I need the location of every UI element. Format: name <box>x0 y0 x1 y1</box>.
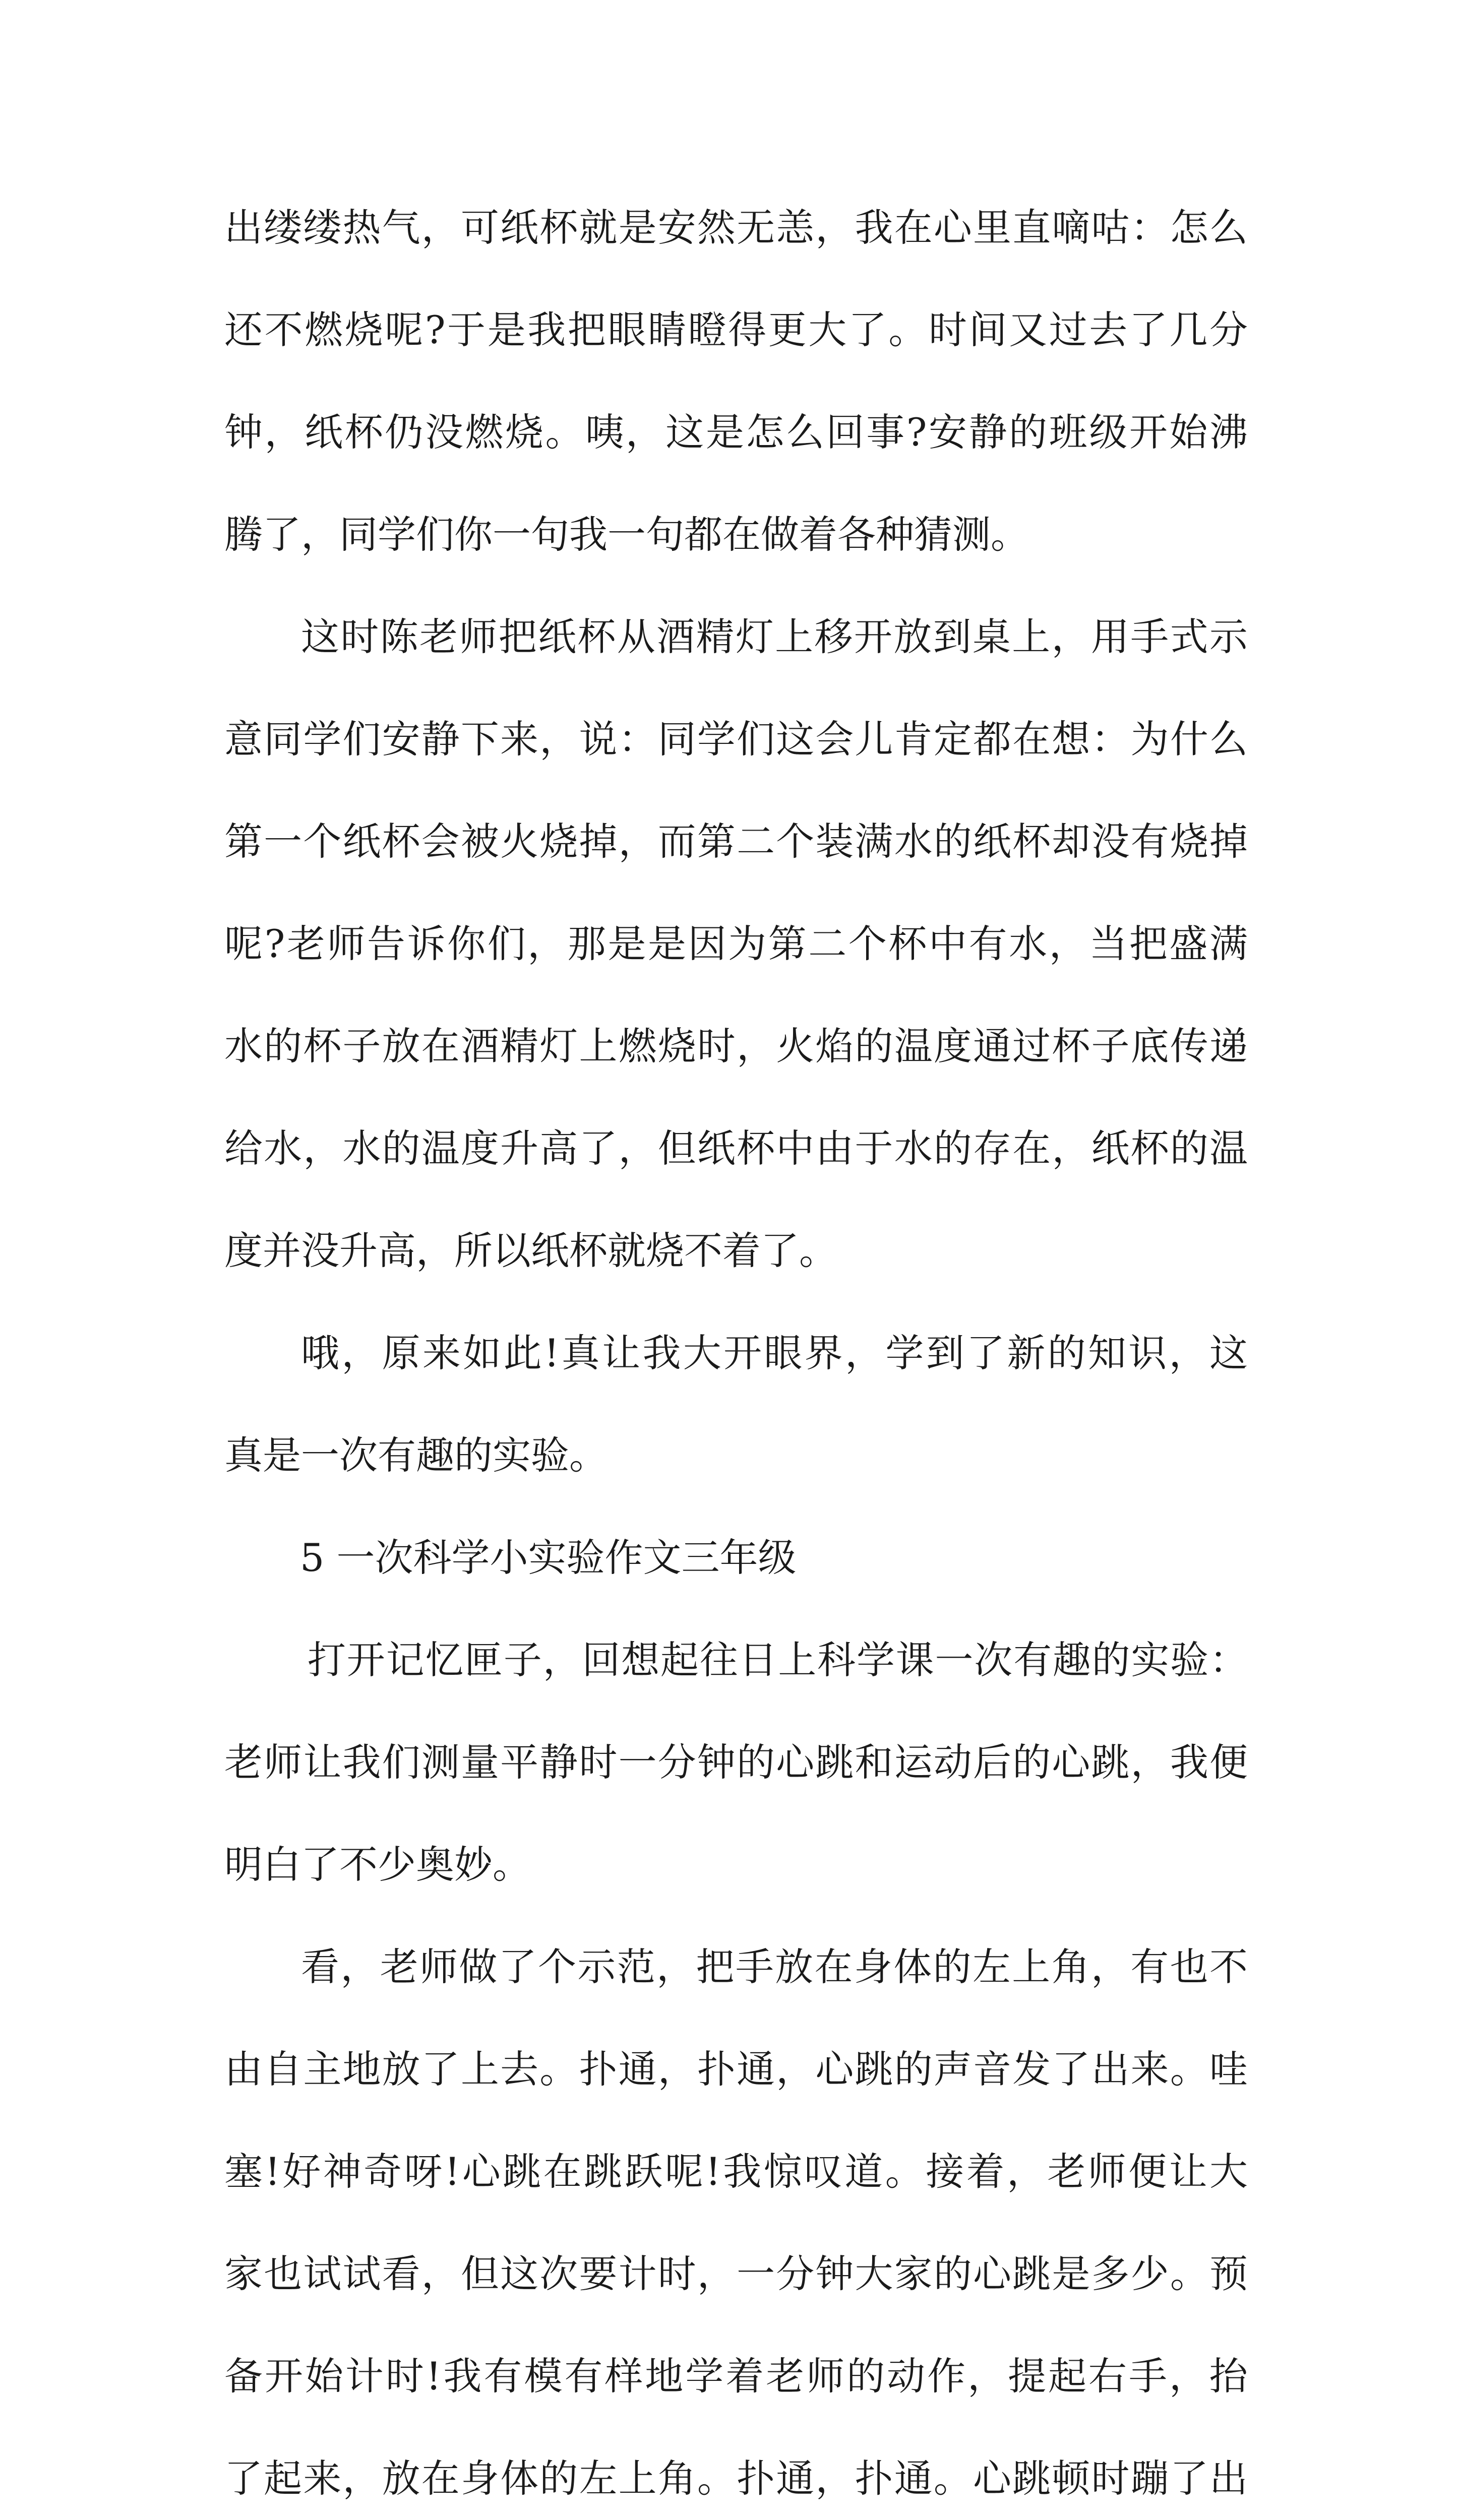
paragraph-line: 出缕缕热气，可纸杯就是安然无恙，我在心里直嘀咕：怎么 <box>224 205 1248 250</box>
paragraph-line: 腾了，同学们你一句我一句都在做着各种猜测。 <box>224 512 1029 557</box>
paragraph-line: 塞!好神奇呀!心跳在跳跃呢!我惊叹道。接着，老师便让大 <box>224 2149 1248 2194</box>
paragraph-line: 老师让我们测量平静时一分钟的心跳和运动后的心跳，我便 <box>224 1740 1248 1785</box>
paragraph-line: 真是一次有趣的实验。 <box>224 1433 607 1478</box>
paragraph-line: 由自主地放了上去。扑通，扑通，心跳的声音发了出来。哇 <box>224 2047 1248 2092</box>
paragraph-line: 这时陈老师把纸杯从酒精灯上移开放到桌上，用手式示 <box>301 614 1248 659</box>
paragraph-line: 备开始计时!我有模有样地学着老师的动作，提起右手，抬 <box>224 2354 1248 2399</box>
paragraph-line: 了起来，放在身体的左上角。扑通，扑通。心跳顿时蹦了出 <box>224 2456 1248 2501</box>
paragraph-line: 明白了不少奥妙。 <box>224 1842 531 1887</box>
paragraph-line: 打开记忆匣子，回想起往日上科学课一次有趣的实验： <box>308 1637 1248 1682</box>
paragraph-line: 哦，原来如此!真让我大开眼界，学到了新的知识，这 <box>301 1331 1248 1375</box>
paragraph-line: 给水，水的温度升高了，但纸杯中由于水的存在，纸杯的温 <box>224 1126 1248 1171</box>
paragraph-line: 意同学们安静下来，说：同学们这会儿肯定都在想：为什么 <box>224 717 1248 762</box>
paragraph-line: 钟，纸杯仍没燃烧。咦，这是怎么回事?安静的班级开始沸 <box>224 410 1248 455</box>
paragraph-line: 水的杯子放在酒精灯上燃烧时，火焰的温度通过杯子底传递 <box>224 1024 1248 1068</box>
paragraph-line: 呢?老师告诉你们，那是是因为第二个杯中有水，当把盛满 <box>224 921 1248 966</box>
section-heading: 5 一次科学小实验作文三年级 <box>300 1535 797 1580</box>
document-body <box>224 176 1248 2520</box>
paragraph-line: 第一个纸杯会被火烧掉，而第二个装满水的纸杯却没有烧掉 <box>224 819 1248 864</box>
paragraph-line: 看，老师做了个示范，把手放在身体的左上角，有也不 <box>301 1944 1248 1989</box>
paragraph-line: 家也试试看，但这次要计时，一分钟大家的心跳是多少。预 <box>224 2251 1248 2296</box>
paragraph-line: 度并没升高，所以纸杯就烧不着了。 <box>224 1228 837 1273</box>
paragraph-line: 还不燃烧呢?于是我把眼睛瞪得更大了。时间又过去了几分 <box>224 307 1248 352</box>
